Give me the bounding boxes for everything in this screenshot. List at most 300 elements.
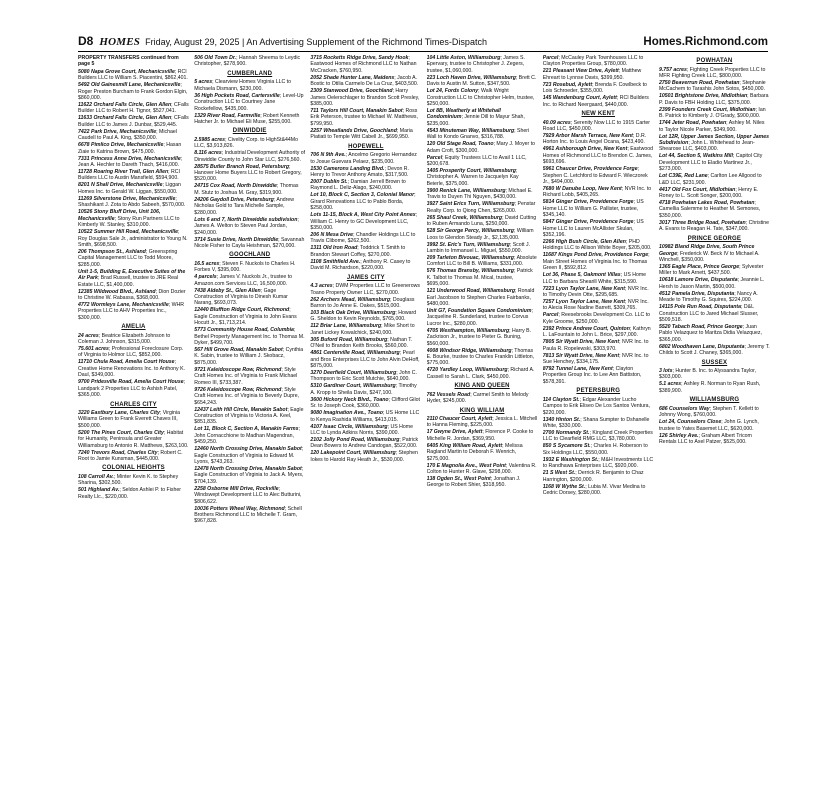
property-address: Unit G7, Foundation Square Condominium xyxy=(426,307,532,314)
property-address: 2007 Dublin St. xyxy=(310,178,348,185)
transfer-details: ; Professional Foreclosure Corp. of Virginia to Holmor LLC, $852,000. xyxy=(78,346,184,359)
transfer-details: ; Kathryn L. LaFountain to John L. Brice, $297,000. xyxy=(542,325,651,339)
transfer-entry xyxy=(78,156,189,169)
property-address: 3714 Susie Drive, North Dinwiddie xyxy=(194,236,279,243)
transfer-entry xyxy=(194,93,305,112)
page-number: D8 xyxy=(78,34,94,48)
transfer-details: ; Jonathan J. George to Robert Shier, $318,950. xyxy=(426,476,521,489)
transfer-details: ; NVR Inc. to Sue Henchey, $334,175. xyxy=(542,352,649,366)
property-address: 4718 Powhatan Lakes Road, Powhatan xyxy=(658,199,755,206)
transfer-entry xyxy=(310,166,421,179)
transfer-entry xyxy=(543,286,654,299)
county-heading: SUSSEX xyxy=(701,359,728,366)
county-heading: PETERSBURG xyxy=(576,388,621,395)
transfer-details: ; Pearl and Bros Enterprises LLC to John Alvin DeHoff, $875,000. xyxy=(310,350,420,369)
transfer-entry xyxy=(427,188,538,201)
transfer-details: ; Robert C. Root to Jamie Kunsman, $445,000. xyxy=(78,449,183,463)
property-address: Lot 24, Counselors Close xyxy=(658,419,722,426)
transfer-details: ; Michael Caudell to Paul A. King, $350,000. xyxy=(78,128,177,142)
property-address: 24715 Cox Road, North Dinwiddie xyxy=(194,183,277,190)
property-address: 5492 Old Gainesmill Lane, Mechanicsville xyxy=(78,82,181,89)
property-address: 28575 Butler Branch Road, Petersburg xyxy=(194,163,290,170)
transfer-entry xyxy=(659,381,770,394)
transfer-entry xyxy=(194,367,305,386)
transfer-entry xyxy=(543,272,654,285)
transfer-entry xyxy=(194,261,305,274)
transfer-details: ; Frederick W. Beck IV to Michael A. Winchell, $350,000. xyxy=(658,250,760,263)
property-address: 2392 Prince Andrew Court, Quinton xyxy=(542,325,630,332)
transfer-details: ; Christopher A. Warren to Jacquelyn Kay Beierle, $375,000. xyxy=(426,168,519,187)
transfer-details: ; Valentina R. Colton to Hunter R. Glave, $298,000. xyxy=(426,462,537,476)
transfer-entry xyxy=(427,288,538,307)
county-heading: KING WILLIAM xyxy=(459,407,505,414)
property-address: 10982 Bland Ridge Drive, South Prince George xyxy=(658,244,755,257)
transfer-details: ; Stony Run Partners LLC to Kimberly W. Stanley, $310,000. xyxy=(78,215,180,229)
transfer-entry xyxy=(427,108,538,127)
transfer-entry xyxy=(194,407,305,426)
transfer-entry xyxy=(78,302,189,321)
property-address: 10522 Summer Hill Road, Mechanicsville xyxy=(78,229,179,236)
transfer-entry xyxy=(659,277,770,290)
transfer-details: ; Girard Renovations LLC to Pablo Borda, $258,000. xyxy=(310,192,416,212)
transfer-details: ; Jennie Dill to Mayur Shah, $235,000. xyxy=(426,114,525,127)
transfer-details: ; Fighting Creek Properties LLC to MFR Fighting Creek LLC, $800,000. xyxy=(658,66,766,79)
transfer-entry xyxy=(543,326,654,339)
transfer-details: ; Carlton Lee Allgood to L&D LLC, $231,900. xyxy=(658,173,762,186)
property-address: 103 Black Oak Drive, Williamsburg xyxy=(310,309,396,316)
transfer-details: ; Walk Wright Construction LLC to Christopher Helm, trustee, $250,000. xyxy=(426,88,535,108)
transfer-entry xyxy=(194,79,305,92)
transfer-entry xyxy=(78,474,189,487)
property-address: Lot C39E, Red Lane xyxy=(658,173,708,180)
transfer-entry xyxy=(78,333,189,346)
transfer-entry xyxy=(659,134,770,153)
transfer-entry xyxy=(310,437,421,450)
property-address: 4008 Windsor Ridge, Williamsburg xyxy=(426,347,512,354)
section-logo: HOMES xyxy=(99,36,141,48)
property-address: 4961 Ashborough Drive, New Kent xyxy=(542,146,628,153)
transfer-details: ; Hanover Home Buyers LLC to Robert Gregory, $520,000. xyxy=(194,163,302,183)
property-address: 7813 Sir Wyatt Drive, New Kent xyxy=(542,352,620,359)
property-address: 5200 The Pines Court, Charles City xyxy=(78,429,164,436)
property-address: 4720 Yardley Loop, Williamsburg xyxy=(426,367,508,374)
transfer-details: ; John C. Thompson to Eric Scott Mutchie, $640,000. xyxy=(310,369,417,383)
property-address: 10036 Potters Wheel Way, Richmond xyxy=(194,505,285,512)
property-address: 2750 Beaverrun Road, Powhatan xyxy=(658,79,740,86)
transfer-details: ; William C. Henry to GC Development LLC, $350,000. xyxy=(310,212,418,231)
transfer-entry xyxy=(543,199,654,218)
property-address: 3220 Eastbury Lane, Charles City xyxy=(78,410,160,416)
transfer-details: ; Seldon Ashlei P. to Fisher Realty Llc., $220,000. xyxy=(78,487,181,500)
transfer-entry xyxy=(543,219,654,238)
transfer-details: ; Dion Dozier to Christine W. Rabassa, $368,000. xyxy=(78,288,186,301)
transfer-entry xyxy=(194,137,305,150)
transfer-details: ; Liggan Homes Inc. to Gerald W. Liggan, $550,000. xyxy=(78,182,181,195)
transfer-details: ; RCI Builders LLC to Austin Mansfield, $594,900. xyxy=(78,169,180,182)
transfer-details: ; Habitat for Humanity, Peninsula and Greater Williamsburg to Antonio R. Matthews, $263,100. xyxy=(78,429,189,449)
property-address: 4705 Westhampton, Williamsburg xyxy=(426,327,510,334)
transfer-entry xyxy=(543,353,654,366)
transfer-entry xyxy=(310,283,421,296)
transfer-details: ; CFalls Builder LLC to James J. Dunbar, $529,445. xyxy=(78,115,189,128)
transfer-entry xyxy=(310,128,421,141)
property-address: 112 Briar Lane, Williamsburg xyxy=(310,323,382,330)
transfer-entry xyxy=(659,291,770,304)
transfer-entry xyxy=(78,82,189,101)
transfer-details: ; Maria Piatiati to Temple Witt Cabell Jr., $699,950. xyxy=(310,127,413,141)
transfer-entry xyxy=(543,430,654,443)
property-address: 3600 Hickory Neck Blvd., Toano xyxy=(310,396,389,403)
transfer-entry xyxy=(659,368,770,381)
transfer-details: ; Style Craft Homes Inc. of Virginia to Frank Michael Romeo III, $733,387. xyxy=(194,366,298,386)
transfer-entry xyxy=(78,209,189,228)
property-address: 2257 Wheatlands Drive, Goochland xyxy=(310,127,397,134)
transfer-entry xyxy=(310,88,421,107)
property-address: 9.757 acres xyxy=(658,66,687,73)
property-address: 9080 Imagination Ave., Toano xyxy=(310,410,383,417)
transfer-details: ; Jeannie L. Hersh to Jason Martin, $500,000. xyxy=(658,277,765,290)
transfer-details: ; Virginia Williams Green to Frank Everett Chaves III, $500,000. xyxy=(78,410,180,429)
county-heading: COLONIAL HEIGHTS xyxy=(102,465,165,472)
transfer-details: ; Robert Kenneth Hatcher Jr. to Michael Eli Muse, $255,000. xyxy=(194,112,300,125)
transfer-entry xyxy=(310,297,421,310)
transfer-entry xyxy=(659,107,770,120)
transfer-details: ; Roger Preston Burcham to Frank Gordon Elgin, $860,000. xyxy=(78,82,188,102)
transfer-entry xyxy=(194,197,305,216)
transfer-entry xyxy=(194,426,305,445)
property-address: 7331 Princess Anne Drive, Mechanicsville xyxy=(78,155,181,162)
county-heading: NEW KENT xyxy=(581,111,616,118)
transfer-details: ; Florence P. Cooke to Michelle R. Jordan, $369,950. xyxy=(426,429,534,442)
transfer-entry xyxy=(310,245,421,258)
transfer-entry xyxy=(194,486,305,505)
property-address: Lots 6 and 7, North Dinwiddie subdivision xyxy=(194,216,298,223)
property-address: 1932 E Washington St. xyxy=(542,456,599,463)
property-address: 7680 W Danube Loop, New Kent xyxy=(542,185,622,192)
transfer-details: ; Sheri Wall to Kondo Gnanvo, $316,788. xyxy=(426,127,530,141)
property-address: 11728 Roaring River Trail, Glen Allen xyxy=(78,169,169,176)
transfer-entry xyxy=(659,153,770,172)
transfer-details: ; Beatrice Elizabeth Johnson to Coleman J. Johnson, $315,000. xyxy=(78,332,171,346)
transfer-entry xyxy=(78,102,189,115)
transfer-details: ; William Loos to Glendon Steady Jr., $2,135,000. xyxy=(426,228,534,241)
transfer-entry xyxy=(659,264,770,277)
transfer-entry xyxy=(194,55,305,68)
transfer-details: ; Matthew Ehreart to Lynnse Davis, $399,950. xyxy=(542,68,642,81)
property-address: 1405 Prosperity Court, Williamsburg xyxy=(426,168,516,175)
transfer-entry xyxy=(310,424,421,437)
transfer-details: ; Stephen Iokes to Harold Ray Heath Jr., $530,000. xyxy=(310,450,418,463)
property-address: 1530 Camerons Landing Blvd. xyxy=(310,165,385,172)
transfer-entry xyxy=(310,350,421,369)
transfer-details: ; Stephen T. Kellett to Johnny Wong, $760,000. xyxy=(658,405,759,419)
transfer-entry xyxy=(78,142,189,155)
county-heading: PRINCE GEORGE xyxy=(687,235,742,242)
transfer-details: ; Ross Erik Peterson, trustee to Michael W. Matthews, $799,950. xyxy=(310,108,418,127)
transfer-entry xyxy=(543,443,654,456)
transfer-details: ; Henry E. Roney to L. Scott Songer, $200,000. xyxy=(658,186,759,199)
transfer-details: ; Creative Home Renovations Inc. to Anthony K. Daul, $349,000. xyxy=(78,359,185,379)
column xyxy=(78,55,189,787)
transfer-entry xyxy=(78,196,189,209)
transfer-entry xyxy=(543,82,654,95)
transfer-entry xyxy=(427,348,538,367)
transfer-entry xyxy=(194,347,305,366)
county-heading: KING AND QUEEN xyxy=(454,383,510,390)
property-address: Lots 11-15, Block A, West City Point Annex xyxy=(310,212,416,219)
transfer-details: ; Clayton Properties Group Inc. to Lee Ann Battiston, $578,391. xyxy=(542,366,642,385)
property-address: 2258 Osborne Mill Drive, Rockville xyxy=(194,485,279,492)
property-address: 2266 High Bush Circle, Glen Allen xyxy=(542,239,626,245)
transfer-details: ; Steven F. Nuckols to Charles H. Forbes V, $395,000. xyxy=(194,260,296,274)
transfer-details: ; RCI Builders LLC to William S. Piacentini, $862,401. xyxy=(78,68,188,82)
transfer-entry xyxy=(427,392,538,405)
transfer-entry xyxy=(310,323,421,336)
property-address: 209 Tarleton Bivouac, Williamsburg xyxy=(426,254,514,261)
property-address: 114 Clayton St. xyxy=(542,396,580,403)
property-address: 2700 Normandy St. xyxy=(542,430,590,436)
property-address: 7422 Park Drive, Mechanicsville xyxy=(78,128,157,135)
transfer-details: ; Camellia Salemme to Heather M. Semones, $350,000. xyxy=(658,199,761,219)
column xyxy=(194,55,305,787)
transfer-details: ; Patrick Dean Bowers to Andrew Candogan, $522,000. xyxy=(310,437,419,450)
transfer-details: ; Ronald Earl Jacobson to Stephen Charles Fairbanks, $480,000. xyxy=(426,288,535,307)
transfer-details: ; Edgar Alexander Lucho Campos to Erik Eliseo De Los Santos Ventura, $220,000. xyxy=(542,396,651,416)
property-address: 126 Shirley Ave. xyxy=(658,432,699,439)
transfer-details: ; Greenspring Capital Management LLC to Todd Moore, $285,000. xyxy=(78,248,178,268)
transfer-details: ; Charles H. Roberson to Six Holdings LLC, $550,000. xyxy=(542,443,648,456)
transfer-details: ; McCauley Park Townhouses LLC to Clayton Properties Group, $780,000. xyxy=(542,55,644,68)
transfer-entry xyxy=(543,166,654,185)
property-address: 7223 Lyon Taylor Lane, New Kent xyxy=(542,285,626,292)
transfer-entry xyxy=(78,430,189,449)
property-address: 223 Loch Haven Drive, Williamsburg xyxy=(426,74,516,81)
transfer-details: ; Brett C. Davis to Austin M. Sutton, $347,500. xyxy=(426,74,537,88)
transfer-entry xyxy=(427,367,538,380)
property-address: 108 Carroll Av. xyxy=(78,473,114,480)
transfer-details: ; Shana Sumpter to Dshanelle White, $330,000. xyxy=(542,416,650,429)
property-address: Lot 36, Phase 5, Oakmont Villas xyxy=(542,272,621,279)
property-address: 10526 Stony Bluff Drive, Unit 106, Mechanicsville xyxy=(78,209,161,222)
transfer-details: ; Schell Brothers Richmond LLC to Michelle T. Gram, $967,828. xyxy=(194,505,302,525)
transfer-details: ; D.R. Horton Inc. to Louis Angel Ocana, $423,490. xyxy=(542,132,647,146)
transfer-details: ; Sylvester Miller to Mark Arnett, $437,500. xyxy=(658,263,764,277)
transfer-details: ; RCI Builders Inc. to Richard Neergaard, $440,000. xyxy=(542,95,649,108)
transfer-entry xyxy=(659,93,770,106)
transfer-entry xyxy=(194,506,305,525)
transfer-details: ; Minter Kevin K. to Stephey Sharina, $302,500. xyxy=(78,473,179,487)
property-address: 120 Lakepoint Court, Williamsburg xyxy=(310,450,396,457)
transfer-details: ; Stephen C. Letchford to Edward F. Wieczorek Jr., $494,000. xyxy=(542,166,648,185)
property-address: 221 Pleasant View Drive, Aylett xyxy=(542,68,619,75)
transfer-entry xyxy=(543,339,654,352)
transfer-entry xyxy=(659,187,770,200)
transfer-details: ; Style Craft Homes Inc. of Virginia to Beverly Dupre, $654,243. xyxy=(194,386,300,406)
transfer-entry xyxy=(427,88,538,107)
transfer-details: ; James V. Nuckols Jr., trustee to Amazon.com Services LLC, 16,500,000. xyxy=(194,274,293,287)
transfer-entry xyxy=(543,120,654,133)
transfer-entry xyxy=(659,419,770,432)
transfer-details: ; US Home LLC to Lauren McAllister Skulan, $352,196. xyxy=(542,219,644,238)
property-address: 5520 Tabach Road, Prince George xyxy=(658,323,743,330)
property-address: 11633 Orchard Falls Circle, Glen Allen xyxy=(78,115,172,122)
transfer-details: ; Eagle Construction of Virginia to Victoria A. Keel, $851,835. xyxy=(194,406,304,426)
transfer-details: ; Level-Up Construction LLC to Courtney Jane Rockefellow, $435,000. xyxy=(194,92,304,112)
property-address: 265 Shaul Creek, Williamsburg xyxy=(426,214,503,221)
transfer-entry xyxy=(310,259,421,272)
property-address: 1365 Eagle Place, Prince George xyxy=(658,263,740,270)
property-address: 3017 Three Bridge Road, Powhatan xyxy=(658,219,746,226)
transfer-details: ; D&L Construction LLC to Jared Michael Slusser, $509,518. xyxy=(658,304,759,323)
property-address: 12478 North Crossing Drive, Manakin Sabot xyxy=(194,465,302,472)
property-address: Lot 24, Fords Colony xyxy=(426,88,479,95)
transfer-details: ; Bethel Property Management Inc. to Thomas M. Dyker, $499,700. xyxy=(194,327,305,347)
transfer-entry xyxy=(194,150,305,163)
transfer-entry xyxy=(427,228,538,241)
transfer-entry xyxy=(543,252,654,271)
transfer-entry xyxy=(194,217,305,236)
property-address: 104 Little Aston, Williamsburg xyxy=(426,55,501,61)
transfer-entry xyxy=(194,327,305,346)
transfer-entry xyxy=(659,67,770,80)
property-address: 4512 Pamela Drive, Disputanta xyxy=(658,290,735,297)
property-address: 7929 Arbor Marsh Terrace, New Kent xyxy=(542,132,633,139)
property-address: 4107 Isaac Circle, Williamsburg xyxy=(310,423,388,430)
transfer-details: ; NVR Inc. to Timothy Devin Otte, $295,685. xyxy=(542,285,649,299)
transfer-entry xyxy=(543,133,654,146)
transfer-entry xyxy=(78,169,189,182)
property-address: 2309 Stanwood Drive, Goochland xyxy=(310,88,393,95)
transfer-entry xyxy=(543,366,654,385)
transfer-entry xyxy=(310,192,421,211)
property-address: 11269 Silverstone Drive, Mechanicsville xyxy=(78,195,176,202)
column xyxy=(427,55,538,787)
site-url[interactable]: Homes.Richmond.com xyxy=(643,36,768,48)
transfer-details: ; Equity Trustees LLC to Avail 1 LLC, $200,678. xyxy=(426,154,527,168)
property-address: 16.5 acres xyxy=(194,260,220,267)
transfer-details: ; Harry B. Zackrison Jr., trustee to Pieter G. Buning, $560,000. xyxy=(426,327,532,347)
property-address: 4.3 acres xyxy=(310,283,333,290)
property-address: 10501 Brightstone Drive, Midlothian xyxy=(658,93,748,100)
property-address: 145 Wandenburg Court, Aylett xyxy=(542,95,617,102)
property-address: 4772 Wormleys Lane, Mechanicsville xyxy=(78,301,169,308)
transfer-entry xyxy=(659,120,770,133)
property-address: Unit 1-5, Building E, Executive Suites of the Air Park xyxy=(78,268,186,282)
transfer-entry xyxy=(427,416,538,429)
property-address: 14115 Pole Run Road, Disputanta xyxy=(658,304,741,311)
transfer-details: ; Shashikant J. Zota to Abdo Sabeeh, $570,000. xyxy=(78,195,186,209)
transfer-details: ; Industrial Development Authority of Dinwiddie County to John Star LLC, $276,560. xyxy=(194,150,306,163)
property-address: 1311 Old Iron Road xyxy=(310,245,358,252)
transfer-details: ; Timothy A. Kropp to Sheila Davis, $247,100. xyxy=(310,383,417,396)
transfer-entry xyxy=(659,406,770,419)
property-address: 3992 St. Eric's Turn, Williamsburg xyxy=(426,241,510,248)
transfer-entry xyxy=(194,113,305,126)
transfer-entry xyxy=(427,75,538,88)
transfer-entry xyxy=(659,433,770,446)
transfer-details: ; Windswept Development LLC to Alec Butturini, $806,622. xyxy=(194,485,302,505)
transfer-entry xyxy=(427,268,538,287)
transfer-details: ; Patrick K. Talbot to Thomas M. Mical, trustee, $695,000. xyxy=(426,268,533,288)
transfer-details: ; US Home LLC to Lynda Adkins Norris, $390,000. xyxy=(310,423,413,436)
transfer-entry xyxy=(427,242,538,255)
property-address: 3715 Rocketts Ridge Drive, Sandy Hook xyxy=(310,55,409,61)
property-address: Lot 8B, Weatherly at Whitehall Condominium xyxy=(426,108,501,121)
transfer-details: ; Kingland Creek Properties LLC to Clearfield RMG LLC, $3,780,000. xyxy=(542,430,653,443)
transfer-details: ; Brad Russell, trustee to JRE Real Estate LLC, $1,400,000. xyxy=(78,275,179,288)
property-address: 1168 W Wythe St. xyxy=(542,483,586,490)
transfer-entry xyxy=(194,387,305,406)
transfer-details: ; DWM Properties LLC to Greenerows Toano Property Owner LLC, $270,000. xyxy=(310,283,420,296)
property-address: 11710 Chula Road, Amelia Court House xyxy=(78,359,175,366)
transfer-details: ; Landpark 2 Properties LLC to Ashish Patel, $365,000. xyxy=(78,379,186,399)
transfer-details: ; Derrick R. Benjamin to Chaz Harrington, $200,000. xyxy=(542,470,644,483)
transfer-details: ; James A. Welton to Steven Paul Jordan, $240,000. xyxy=(194,216,299,236)
transfer-entry xyxy=(78,289,189,302)
transfer-details: ; Ashley M. Niles to Taylor Nicole Parker, $349,900. xyxy=(658,120,765,133)
transfer-details: ; Christine A. Evans to Reagan H. Tate, $347,000. xyxy=(658,219,770,233)
transfer-details: ; Reesebrooks Development Co. LLC to Kyle Groome, $250,000. xyxy=(542,312,651,325)
transfer-entry xyxy=(659,324,770,343)
transfer-details: ; Nathan T. O'Neil to Brandon Keith Brooks, $560,000. xyxy=(310,336,413,350)
transfer-details: ; Absolute Comfort LLC to Bill B. Williams, $331,000. xyxy=(426,254,537,268)
transfer-entry xyxy=(427,128,538,141)
transfer-entry xyxy=(194,288,305,307)
property-address: 3927 Saint Erics Turn, Williamsburg xyxy=(426,201,515,208)
transfer-details: ; Ashley R. Norman to Ryan Rush, $389,900. xyxy=(658,381,761,394)
transfer-entry xyxy=(659,80,770,93)
property-address: 12460 North Crossing Drive, Manakin Sabot xyxy=(194,446,302,453)
transfer-details: ; PHD Holdings LLC to Allison White Boyer, $205,000. xyxy=(542,239,652,252)
property-address: 2.5985 acres xyxy=(194,136,226,143)
property-address: 36 High Pockets Road, Cartersville xyxy=(194,92,280,99)
property-address: 5814 Ginger Drive, Providence Forge xyxy=(542,199,634,206)
property-address: 7257 Lyon Taylor Lane, New Kent xyxy=(542,299,626,306)
transfer-entry xyxy=(427,443,538,462)
transfer-entry xyxy=(543,484,654,497)
transfer-entry xyxy=(659,200,770,219)
transfer-details: ; Roy Douglas Sale Jr., administrator to Young N. Smith, $698,500. xyxy=(78,229,188,248)
property-address: 4861 Centerville Road, Williamsburg xyxy=(310,350,400,357)
property-address: 506 Old Town Dr. xyxy=(194,55,237,61)
transfer-entry xyxy=(78,182,189,195)
transfer-details: ; Lubia M. Vivar Medina to Cedric Dorsey, $280,000. xyxy=(542,483,646,497)
property-address: 9700 Pridesville Road, Amelia Court House xyxy=(78,379,184,386)
property-address: 528 Sir George Percy, Williamsburg xyxy=(426,228,514,235)
continued-heading: PROPERTY TRANSFERS continued from page 5 xyxy=(78,55,179,68)
transfer-details: ; Capitol City Development LLC to Eladio Martinez Jr., $273,000. xyxy=(658,153,763,173)
transfer-entry xyxy=(78,346,189,359)
transfer-entry xyxy=(310,310,421,323)
property-address: 723 Rosebud, Aylett xyxy=(542,81,593,88)
transfer-entry xyxy=(310,179,421,192)
transfer-details: ; Mike Short to Janet Lickey Kowalchick, $240,000. xyxy=(310,323,415,336)
transfer-entry xyxy=(659,173,770,186)
transfer-details: ; Main Street Homes of Virginia Inc. to Thomas Green II, $592,812. xyxy=(542,252,650,272)
transfer-details: ; Civelity Corp. to HighSt&44Mo LLC, $3,913,826. xyxy=(194,136,299,150)
property-address: 206 Thompson St., Ashland xyxy=(78,248,146,255)
property-address: 12437 Leith Hill Circle, Manakin Sabot xyxy=(194,406,288,413)
transfer-details: ; NVR Inc. to Paula R. Ropelewski, $303,970. xyxy=(542,339,649,352)
transfer-details: ; Brenda F. Cowlbeck to Lois Schroeder, $355,000. xyxy=(542,81,647,95)
column xyxy=(659,55,770,787)
transfer-details: ; NVR Inc. to Richard Lobb, $405,265. xyxy=(542,185,652,199)
transfer-entry xyxy=(78,269,189,288)
property-address: 6678 Pimlico Drive, Mechanicsville xyxy=(78,142,164,149)
transfer-entry xyxy=(194,274,305,287)
transfer-details: ; Scott J. Lambin to Immanuel L. Miguel, $550,000. xyxy=(426,241,531,254)
transfer-details: ; Juan Pablo Velazquez to Maritza Didia Velazquez, $365,000. xyxy=(658,323,762,343)
